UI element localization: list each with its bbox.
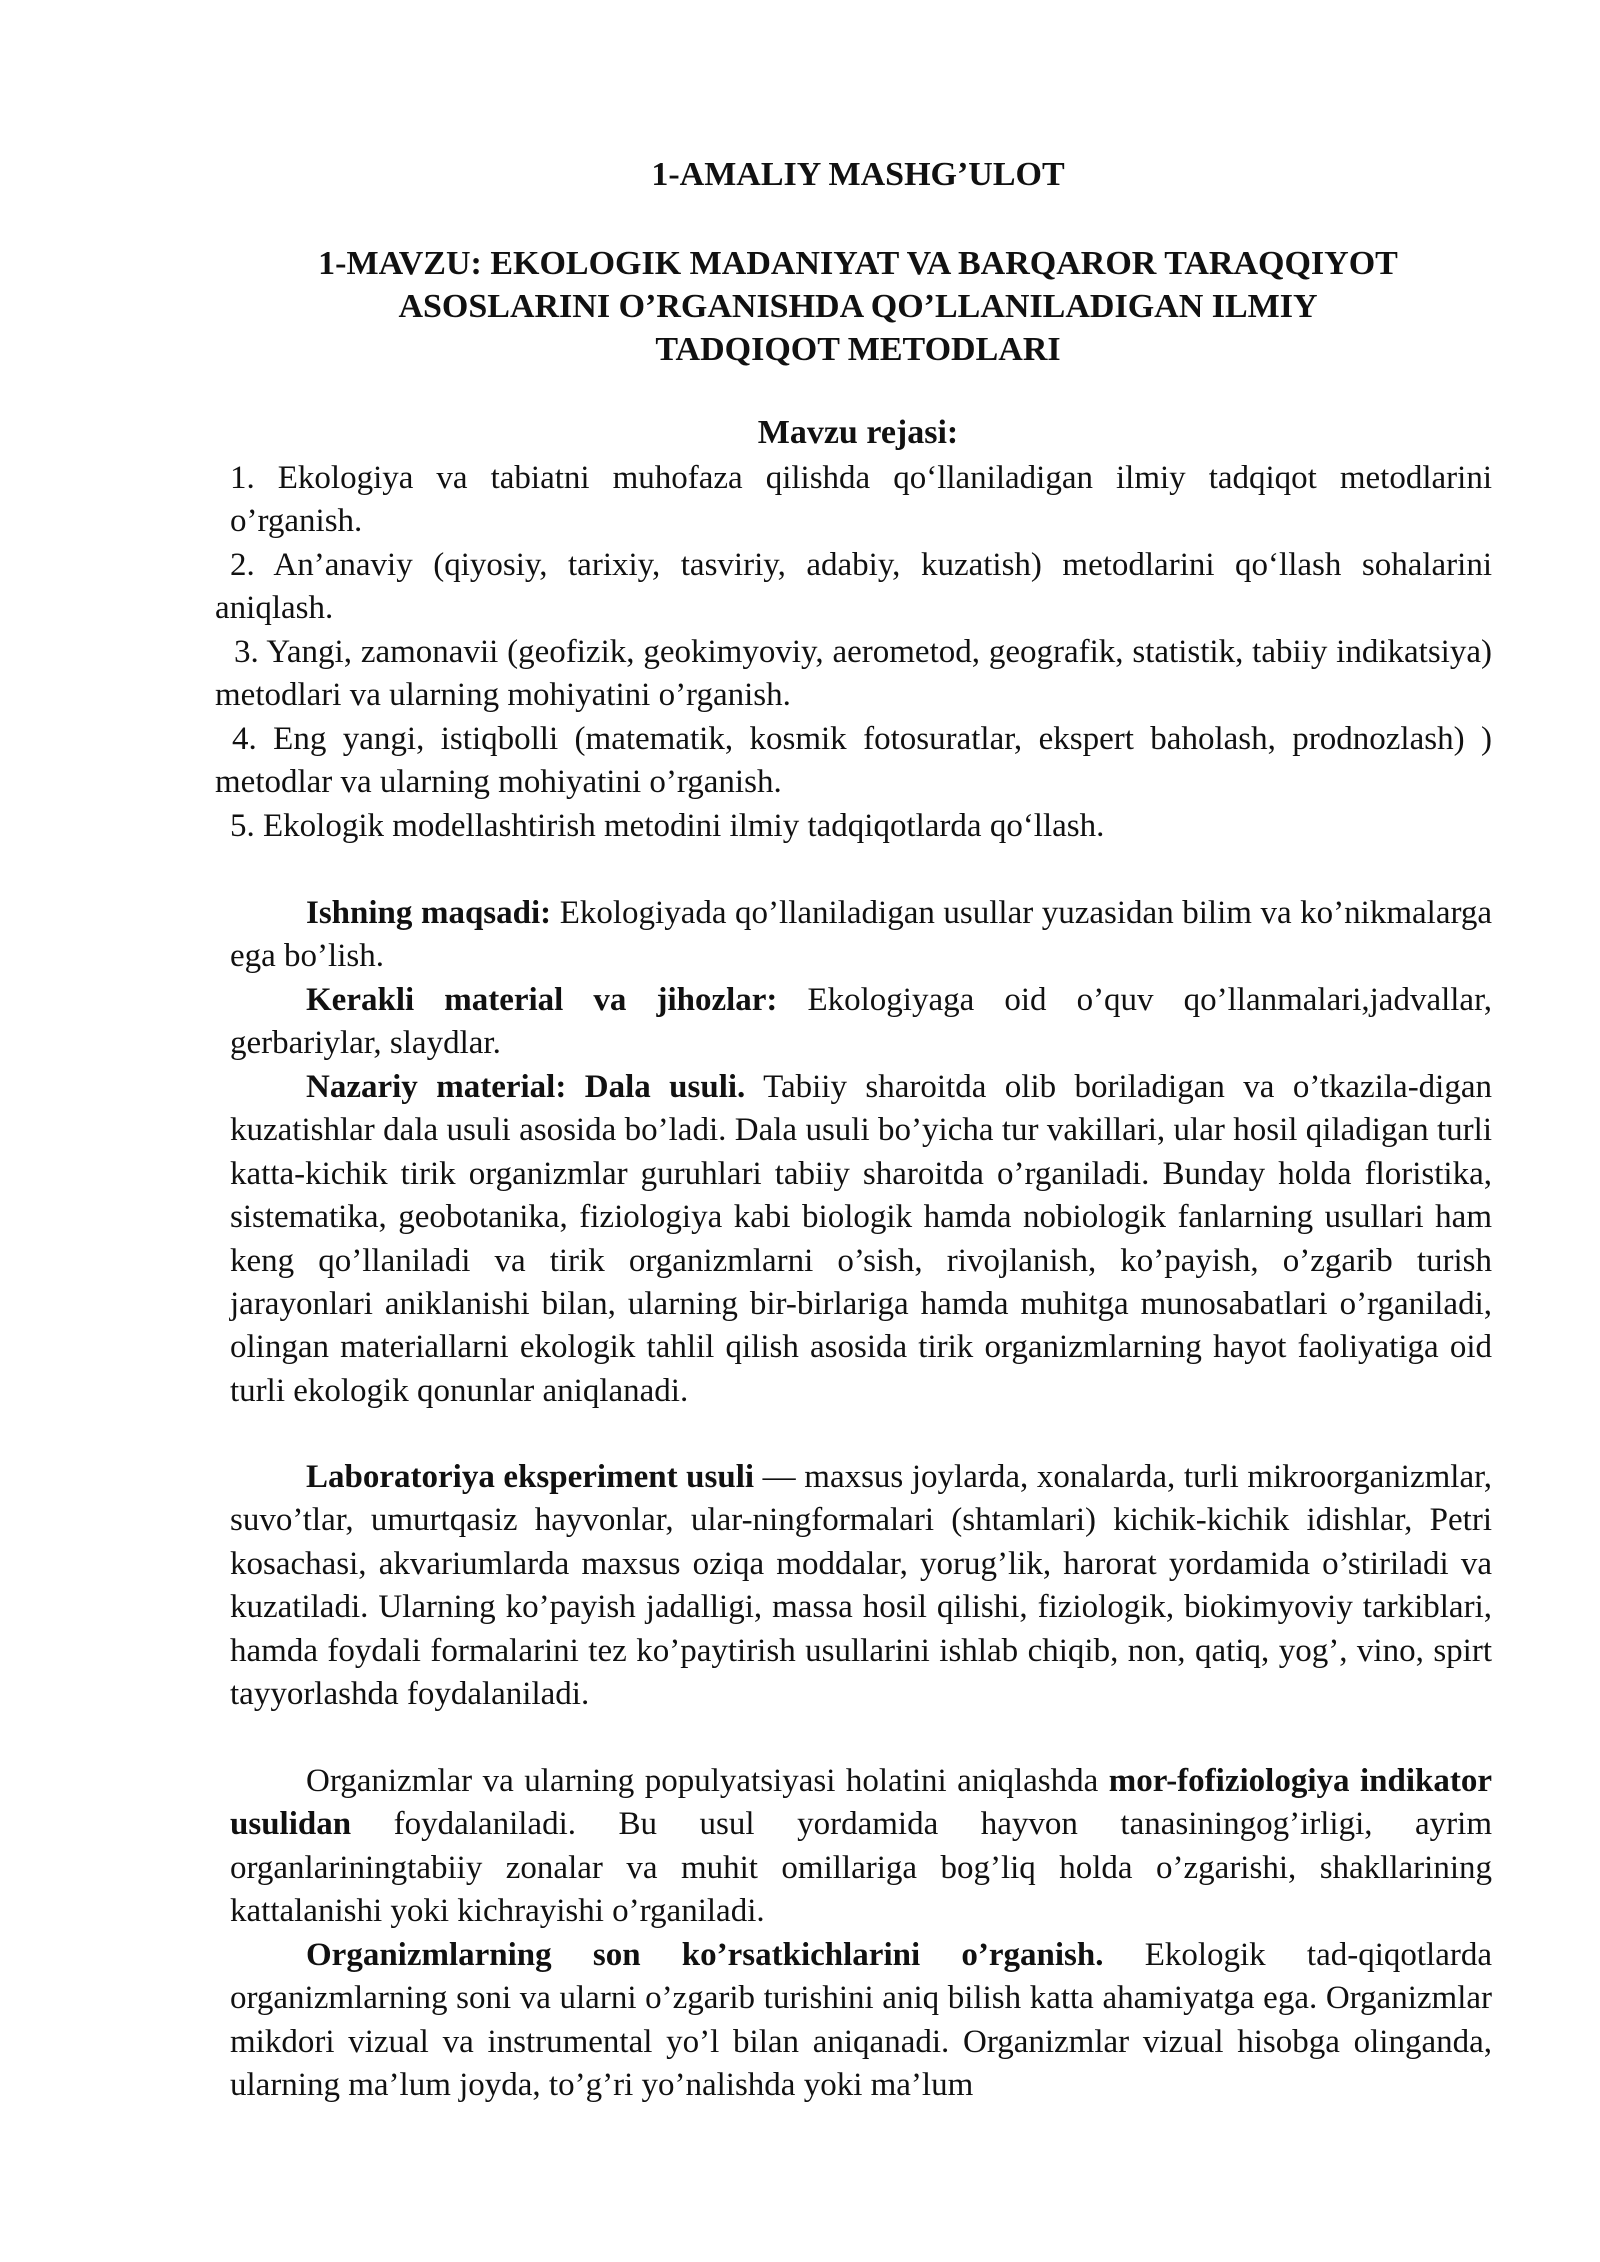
indicator-label: mor-fofiziologiya indikator usulidan xyxy=(230,1763,1492,1843)
plan-item-4: 4. Eng yangi, istiqbolli (matematik, kosmik fotosuratlar, ekspert baholash, prodnozlash) ) metodlar va ularning mohiyatini o’rganish. xyxy=(215,721,1492,801)
goal-label: Ishning maqsadi: xyxy=(306,895,552,931)
theory-paragraph xyxy=(230,1066,1492,1413)
materials-text: Ekologiyaga oid o’quv qo’llanmalari,jadvallar, gerbariylar, slaydlar. xyxy=(230,982,1492,1062)
plan-item-5: 5. Ekologik modellashtirish metodini ilmiy tadqiqotlarda qo‘llash. xyxy=(230,808,1105,844)
theory-text: Tabiiy sharoitda olib boriladigan va o’tkazila-digan kuzatishlar dala usuli asosida bo’ladi. Dala usuli bo’yicha tur vakillari, ular hosil qiladigan turli katta-kichik tirik organizmlar guruhlari tabiiy sharoitda o’rganiladi. Bunday holda floristika, sistematika, geobotanika, fiziologiya kabi biologik hamda nobiologik fanlarning usullari ham keng qo’llaniladi va tirik organizmlarni o’sish, rivojlanish, ko’payish, o’zgarib turish jarayonlari aniklanishi bilan, ularning bir-birlariga hamda muhitga munosabatlari o’rganiladi, olingan materiallarni ekologik tahlil qilish asosida tirik organizmlarning hayot faoliyatiga oid turli ekologik qonunlar aniqlanadi. xyxy=(230,1069,1492,1409)
goal-text: Ekologiyada qo’llaniladigan usullar yuzasidan bilim va ko’nikmalarga ega bo’lish. xyxy=(230,895,1493,975)
topic-heading: 1-MAVZU: EKOLOGIK MADANIYAT VA BARQAROR TARAQQIYOT ASOSLARINI O’RGANISHDA QO’LLANILADIGAN ILMIY TADQIQOT METODLARI xyxy=(318,245,1398,368)
plan-heading: Mavzu rejasi: xyxy=(757,414,959,451)
plan-item-2: 2. An’anaviy (qiyosiy, tarixiy, tasviriy, adabiy, kuzatish) metodlarini qo‘llash sohalarini aniqlash. xyxy=(215,547,1492,627)
lab-paragraph xyxy=(230,1456,1492,1716)
materials-paragraph xyxy=(230,979,1492,1066)
lab-label: Laboratoriya eksperiment usuli xyxy=(306,1459,755,1495)
indicator-paragraph xyxy=(230,1760,1492,1934)
indicator-text-1: Organizmlar va ularning populyatsiyasi holatini aniqlashda xyxy=(306,1763,1109,1799)
count-paragraph xyxy=(230,1934,1492,2108)
theory-label: Nazariy material: Dala usuli. xyxy=(306,1069,746,1105)
count-label: Organizmlarning son ko’rsatkichlarini o’rganish. xyxy=(306,1937,1104,1973)
plan-item-3: 3. Yangi, zamonavii (geofizik, geokimyoviy, aerometod, geografik, statistik, tabiiy indikatsiya) metodlari va ularning mohiyatini o’rganish. xyxy=(215,634,1492,714)
materials-label: Kerakli material va jihozlar: xyxy=(306,982,778,1018)
goal-paragraph xyxy=(230,892,1492,979)
page-title: 1-AMALIY MASHG’ULOT xyxy=(651,156,1065,193)
count-text: Ekologik tad-qiqotlarda organizmlarning soni va ularni o’zgarib turishini aniq bilish katta ahamiyatga ega. Organizmlar mikdori vizual va instrumental yo’l bilan aniqanadi. Organizmlar vizual hisobga olinganda, ularning ma’lum joyda, to’g’ri yo’nalishda yoki ma’lum xyxy=(230,1937,1492,2104)
plan-item-1: 1. Ekologiya va tabiatni muhofaza qilishda qo‘llaniladigan ilmiy tadqiqot metodlarini o’rganish. xyxy=(230,460,1492,540)
lab-text: — maxsus joylarda, xonalarda, turli mikroorganizmlar, suvo’tlar, umurtqasiz hayvonlar, ular-ningformalari (shtamlari) kichik-kichik idishlar, Petri kosachasi, akvariumlarda maxsus oziqa moddalar, yorug’lik, harorat yordamida o’stiriladi va kuzatiladi. Ularning ko’payish jadalligi, massa hosil qilishi, fiziologik, biokimyoviy tarkiblari, hamda foydali formalarini tez ko’paytirish usullarini ishlab chiqib, non, qatiq, yog’, vino, spirt tayyorlashda foydalaniladi. xyxy=(230,1459,1493,1713)
indicator-text-2: foydalaniladi. Bu usul yordamida hayvon tanasiningog’irligi, ayrim organlariningtabiiy zonalar va muhit omillariga bog’liq holda o’zgarishi, shakllarining kattalanishi yoki kichrayishi o’rganiladi. xyxy=(230,1806,1492,1930)
